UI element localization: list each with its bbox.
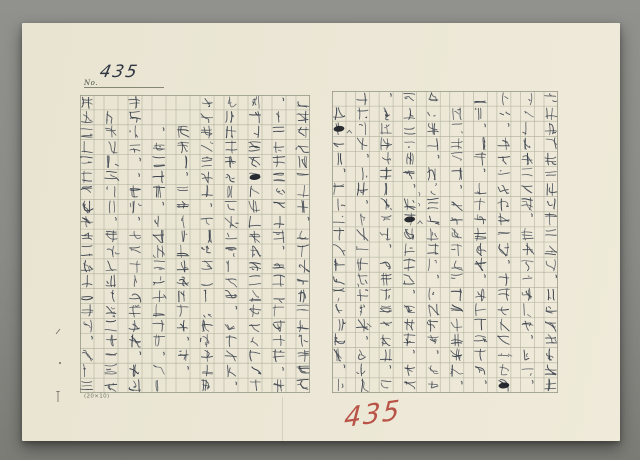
page-number-handwritten: 435 <box>97 62 141 82</box>
manuscript-paper <box>22 23 620 441</box>
pencil-margin-marks <box>22 23 620 441</box>
paper-crease <box>282 397 283 441</box>
no-label: No. <box>84 79 98 87</box>
grid-spec-label: (20×10) <box>84 393 110 400</box>
red-page-number-stamp: 435 <box>343 394 403 435</box>
